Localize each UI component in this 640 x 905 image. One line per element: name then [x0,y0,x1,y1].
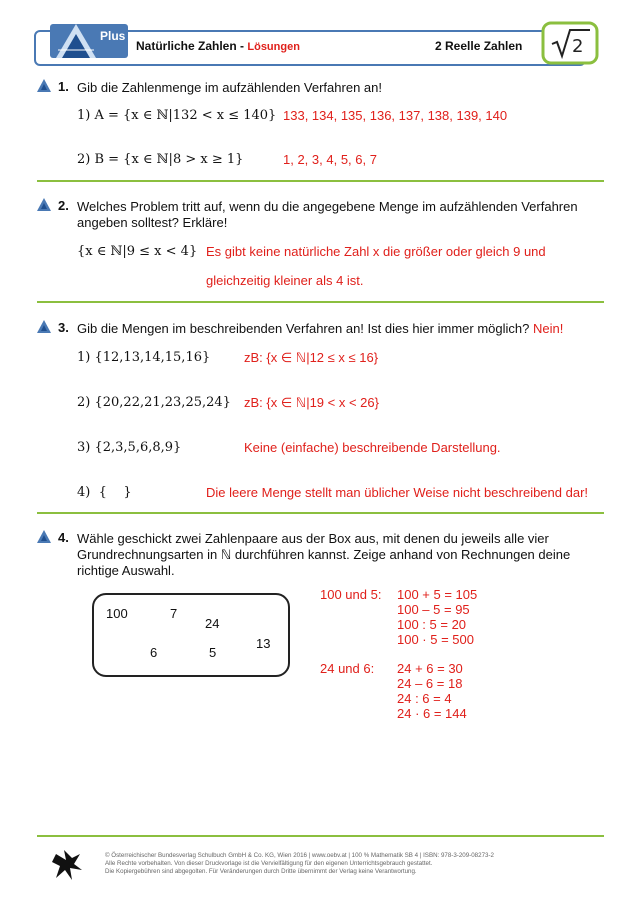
pair-2-label: 24 und 6: [320,661,375,676]
task-2-solution-line1: Es gibt keine natürliche Zahl x die größer oder gleich 9 und [206,244,546,259]
task-triangle-icon [37,530,51,543]
footer-divider [37,835,604,837]
task-3-item-1: 1) {12,13,14,15,16} [77,350,211,365]
section-divider [37,301,604,303]
box-number: 5 [209,645,217,660]
chapter-label: 2 Reelle Zahlen [435,39,523,53]
svg-text:2: 2 [572,36,584,57]
footer-line: Alle Rechte vorbehalten. Von dieser Druckvorlage ist die Vervielfältigung für den eigenen Unterrichtsgebrauch gestattet. [105,860,433,867]
task-1-item-1: 1) A = {x ∈ ℕ|132 < x ≤ 140} [77,108,277,123]
calc-line: 24 : 6 = 4 [397,691,452,706]
publisher-logo-icon [50,848,84,882]
page-title [136,39,300,53]
task-3-prompt-text: Gib die Mengen im beschreibenden Verfahren an! Ist dies hier immer möglich? [77,321,530,336]
task-3-number: 3. [58,320,69,335]
pair-1-calcs [397,587,477,647]
task-2-prompt-line2: angeben solltest? Erkläre! [77,215,228,230]
task-1-prompt: Gib die Zahlenmenge im aufzählenden Verfahren an! [77,80,382,95]
task-2-number: 2. [58,198,69,213]
task-3-item-4: 4) { } [77,485,132,500]
task-triangle-icon [37,320,51,333]
task-2-set: {x ∈ ℕ|9 ≤ x < 4} [77,244,198,259]
task-3-solution-4: Die leere Menge stellt man üblicher Weise nicht beschreibend dar! [206,485,589,500]
calc-line: 100 · 5 = 500 [397,632,474,647]
task-triangle-icon [37,79,51,92]
sqrt-badge-icon [540,20,600,66]
task-4-prompt-line1: Wähle geschickt zwei Zahlenpaare aus der Box aus, mit denen du jeweils alle vier [77,531,549,546]
box-number: 100 [106,606,128,621]
calc-line: 100 – 5 = 95 [397,602,470,617]
calc-line: 100 + 5 = 105 [397,587,478,602]
section-divider [37,180,604,182]
task-3-solution-1: zB: {x ∈ ℕ|12 ≤ x ≤ 16} [244,350,379,365]
task-2-solution-line2: gleichzeitig kleiner als 4 ist. [206,273,364,288]
calc-line: 24 · 6 = 144 [397,706,467,721]
box-number: 7 [170,606,178,621]
task-1-number: 1. [58,79,69,94]
pair-2-calcs [397,661,467,721]
task-3-solution-3: Keine (einfache) beschreibende Darstellung. [244,440,501,455]
footer-line: Die Kopiergebühren sind abgegolten. Für Veränderungen durch Dritte übernimmt der Verlag keine Verantwortung. [105,868,417,875]
task-3-item-3: 3) {2,3,5,6,8,9} [77,440,182,455]
footer-copyright [105,852,494,876]
box-number: 6 [150,645,158,660]
task-2-prompt-line1: Welches Problem tritt auf, wenn du die angegebene Menge im aufzählenden Verfahren [77,199,578,214]
logo-text: Plus [100,29,126,43]
title-suffix: Lösungen [247,41,300,53]
plus-logo [48,18,130,62]
task-1-solution-1: 133, 134, 135, 136, 137, 138, 139, 140 [283,108,508,123]
task-triangle-icon [37,198,51,211]
task-3-item-2: 2) {20,22,21,23,25,24} [77,395,231,410]
task-1-solution-2: 1, 2, 3, 4, 5, 6, 7 [283,152,377,167]
footer-line: © Österreichischer Bundesverlag Schulbuch GmbH & Co. KG, Wien 2016 | www.oebv.at | 100 % Mathematik SB 4 | ISBN: 978-3-209-08273-2 [105,852,494,859]
box-number: 13 [256,636,271,651]
section-divider [37,512,604,514]
task-3-prompt [77,320,563,337]
box-number: 24 [205,616,220,631]
task-4-prompt-line3: richtige Auswahl. [77,563,175,578]
title-main: Natürliche Zahlen - [136,39,245,53]
task-3-answer: Nein! [532,321,564,336]
task-4-prompt-line2: Grundrechnungsarten in ℕ durchführen kannst. Zeige anhand von Rechnungen deine [77,547,571,562]
pair-1-label: 100 und 5: [320,587,382,602]
task-1-item-2: 2) B = {x ∈ ℕ|8 > x ≥ 1} [77,152,244,167]
calc-line: 100 : 5 = 20 [397,617,467,632]
calc-line: 24 – 6 = 18 [397,676,463,691]
calc-line: 24 + 6 = 30 [397,661,463,676]
task-3-solution-2: zB: {x ∈ ℕ|19 < x < 26} [244,395,379,410]
task-4-number: 4. [58,530,69,545]
